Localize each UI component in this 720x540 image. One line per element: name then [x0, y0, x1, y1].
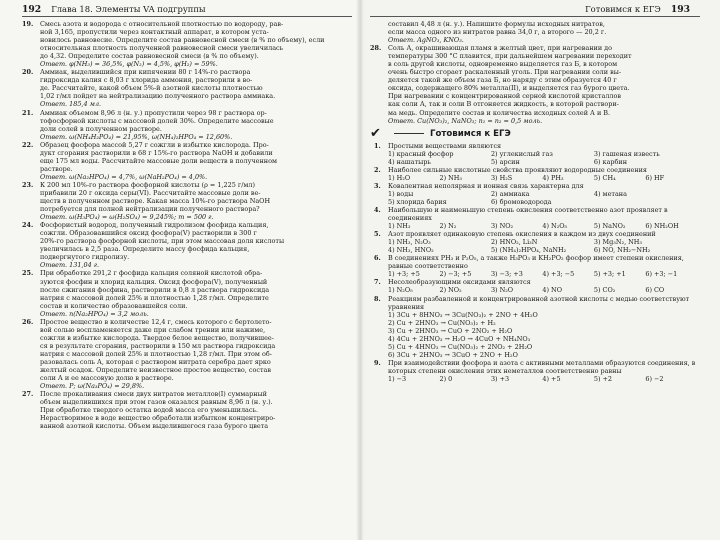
task-answer: Ответ. ω(NH₄H₂PO₄) = 21,95%, ω(NH₄)₂HPO₄ = 12,60%.	[40, 132, 233, 141]
chapter-title: Глава 18. Элементы VA подгруппы	[51, 4, 206, 14]
question-8	[370, 295, 700, 311]
text-line: желтый осадок. Определите неизвестное простое вещество, состав	[40, 366, 271, 375]
answer-option: 1) красный фосфор	[388, 149, 454, 158]
task-22	[22, 141, 352, 173]
answer-option: 4) нашатырь	[388, 157, 431, 166]
task-20	[22, 68, 352, 100]
page-number: 193	[670, 4, 690, 15]
question-5	[370, 230, 700, 238]
question-number: 1.	[374, 141, 381, 150]
text-line: 20%-го раствора фосфорной кислоты, при этом массовая доля кислоты	[40, 237, 285, 246]
text-line: деляется такой же объем газа Б, но наряду с этим образуется 40 г	[388, 76, 617, 85]
question-number: 3.	[374, 181, 381, 190]
text-line: вой солью воспламеняется даже при слабом трении или нажиме,	[40, 325, 266, 334]
answer-option: 1) 3Cu + 8HNO₃ → 3Cu(NO₃)₂ + 2NO + 4H₂O	[388, 310, 538, 319]
text-line: гидроксида калия с 8,03 г хлорида аммония, растворили в во-	[40, 76, 253, 85]
task-number: 23.	[22, 180, 34, 189]
answer-options	[370, 270, 700, 278]
question-7	[370, 278, 700, 286]
task-answer: Ответ. 131,04 г.	[40, 261, 100, 270]
question-number: 5.	[374, 230, 381, 239]
answer-option: 6) NH₂OH	[645, 222, 679, 231]
heading-rule	[394, 133, 424, 134]
task-27	[22, 390, 352, 430]
answer-option: 1) H₂O	[388, 173, 411, 182]
answer-options	[370, 174, 700, 182]
answer-option: 1) −3	[388, 374, 407, 383]
question-number: 4.	[374, 205, 381, 214]
text-line: разовалась соль А, которая с раствором нитрата серебра дает ярко	[40, 357, 271, 366]
answer-option: 5) (NH₄)₂HPO₄, NaNH₂	[490, 246, 567, 255]
answer-option: 5) хлорида бария	[388, 197, 447, 206]
answer-options	[370, 375, 700, 383]
question-text: При взаимодействии фосфора и азота с активными металлами образуются соединения, в которых степени окисления этих неметаллов соответственно равны	[388, 358, 696, 375]
answer-option: 2) N₂	[439, 222, 457, 231]
text-line: соли А и ее массовую долю в растворе.	[40, 374, 174, 383]
text-line: ществ в полученном растворе. Какая масса 10%-го раствора NaOH	[40, 197, 271, 206]
answer-option: 3) +3	[490, 374, 510, 383]
answer-option: 6) карбин	[593, 157, 627, 166]
text-line: еще 175 мл воды. Рассчитайте массовые доли веществ в полученном	[40, 156, 277, 165]
task-answer: Ответ. ω(Na₂HPO₄) = 4,7%, ω(NaH₂PO₄) = 4,0%.	[40, 172, 208, 181]
question-text: В соединениях PH₃ и P₂O₅, а также H₃PO₃ и KH₂PO₂ фосфор имеет степени окисления, равные соответственно	[388, 254, 684, 271]
task-continuation	[370, 20, 700, 125]
left-page-header	[22, 4, 352, 17]
task-number: 19.	[22, 20, 34, 28]
section-title: Готовимся к ЕГЭ	[430, 128, 511, 139]
text-line: Простое вещество в количестве 12,4 г, смесь которого с бертолето-	[40, 317, 272, 326]
answer-option: 6) HF	[645, 173, 665, 182]
text-line: состав и количество образовавшейся соли.	[40, 301, 188, 310]
answer-option: 4) NH₃, HNO₂	[388, 246, 434, 255]
text-line: сожгли в избытке кислорода. Твердое белое вещество, получившее-	[40, 333, 274, 342]
text-line: температуры 300 °С плавится, при дальнейшем нагревании переходит	[388, 52, 632, 61]
question-2	[370, 166, 700, 174]
text-line: дукт сгорания растворили в 68 г 15%-го раствора NaOH и добавили	[40, 148, 273, 157]
answer-options	[370, 190, 700, 206]
page-number: 192	[22, 4, 42, 15]
answer-option: 4) +3; −5	[542, 270, 575, 279]
text-line: После прокаливания смеси двух нитратов металлов(I) суммарный	[40, 390, 267, 399]
text-line: Смесь азота и водорода с относительной плотностью по водороду, рав-	[40, 20, 284, 28]
checkmark-icon: ✔	[370, 125, 381, 141]
answer-option: 3) NO₂	[490, 222, 514, 231]
right-page	[360, 0, 720, 540]
answer-option: 6) −2	[645, 374, 664, 383]
text-line: При обработке твердого остатка водой масса его уменьшилась.	[40, 406, 259, 415]
text-line: зуются фосфин и хлорид кальция. Оксид фосфора(V), полученный	[40, 277, 268, 286]
task-number: 24.	[22, 221, 34, 230]
answer-option: 5) Cu + 4HNO₃ → Cu(NO₃)₂ + 2NO₂ + 2H₂O	[388, 342, 533, 351]
answer-option: 6) CO	[645, 286, 665, 295]
text-line: очень быстро сгорает раскаленный уголь. При нагревании соли вы-	[388, 68, 622, 77]
question-number: 8.	[374, 294, 381, 303]
answer-option: 2) HNO₂, Li₃N	[490, 238, 538, 247]
text-line: К 200 мл 10%-го раствора фосфорной кислоты (ρ = 1,225 г/мл)	[40, 180, 255, 189]
answer-option: 1) N₂O₅	[388, 286, 413, 295]
question-text: Простыми веществами являются	[388, 141, 502, 150]
question-6	[370, 254, 700, 270]
answer-option: 5) арсин	[490, 157, 520, 166]
text-line: де. Рассчитайте, какой объем 5%-й азотной кислоты плотностью	[40, 84, 263, 93]
answer-options	[370, 311, 700, 359]
answer-option: 1) воды	[388, 189, 414, 198]
text-line: подвергнутого гидролизу.	[40, 253, 130, 262]
answer-option: 3) −3; +3	[490, 270, 523, 279]
text-line: Нерастворимое в воде вещество обработали избытком концентриро-	[40, 414, 276, 423]
question-number: 9.	[374, 358, 381, 367]
task-answer: Ответ. φ(NH₃) = 36,5%, φ(N₂) = 4,5%, φ(H₂) = 59%.	[40, 60, 218, 69]
question-text: Наиболее сильные кислотные свойства проявляют водородные соединения	[388, 165, 647, 174]
answer-option: 3) гашеная известь	[593, 149, 660, 158]
task-answer: Ответ. Р; ω(Na₃PO₄) = 29,8%.	[40, 382, 145, 391]
question-number: 7.	[374, 278, 381, 287]
answer-option: 4) PH₃	[542, 173, 564, 182]
task-number: 28.	[370, 44, 382, 53]
task-21	[22, 109, 352, 133]
task-number: 21.	[22, 108, 34, 117]
question-list	[370, 142, 700, 383]
task-number: 22.	[22, 140, 34, 149]
answer-option: 1) NH₃	[388, 222, 411, 231]
answer-option: 3) H₂S	[490, 173, 513, 182]
text-line: прибавили 20 г оксида серы(VI). Рассчитайте массовые доли ве-	[40, 188, 261, 197]
answer-option: 2) углекислый газ	[490, 149, 553, 158]
task-number: 25.	[22, 269, 34, 278]
section-running-title: Готовимся к ЕГЭ	[585, 4, 661, 14]
text-line: составил 4,48 л (н. у.). Напишите формулы исходных нитратов,	[388, 20, 605, 28]
answer-option: 2) −3; +5	[439, 270, 472, 279]
answer-options	[370, 150, 700, 166]
answer-option: 4) метана	[593, 189, 627, 198]
task-23	[22, 181, 352, 213]
question-text: Ковалентная неполярная и ионная связь характерна для	[388, 181, 584, 190]
text-line: ся в результате сгорания, растворили в 150 мл раствора гидроксида	[40, 341, 276, 350]
text-line: сожгли. Образовавшийся оксид фосфора(V) растворили в 300 г	[40, 229, 257, 238]
task-answer: Ответ. 185,4 мл.	[40, 100, 102, 109]
answer-option: 5) CH₄	[593, 173, 616, 182]
answer-option: 6) NO, NH₂−NH₂	[593, 246, 651, 255]
text-line: увеличилась в 2,5 раза. Определите массу фосфида кальция,	[40, 245, 250, 254]
text-line: 1,02 г/мл пойдет на нейтрализацию полученного раствора аммиака.	[40, 92, 276, 101]
task-26	[22, 318, 352, 382]
answer-option: 6) +3; −1	[645, 270, 678, 279]
answer-options	[370, 222, 700, 230]
task-list	[22, 20, 352, 430]
text-line: При обработке 291,2 г фосфида кальция соляной кислотой обра-	[40, 269, 263, 278]
question-number: 6.	[374, 254, 381, 263]
answer-option: 2) 0	[439, 374, 453, 383]
text-line: Соль А, окрашивающая пламя в желтый цвет, при нагревании до	[388, 44, 613, 53]
right-page-header	[370, 4, 700, 17]
question-text: Несолеобразующими оксидами являются	[388, 278, 531, 287]
text-line: растворе.	[40, 164, 73, 173]
answer-option: 5) +3; +1	[593, 270, 626, 279]
task-28	[370, 44, 700, 116]
answer-option: 3) Mg₃N₂, NH₃	[593, 238, 642, 247]
task-25	[22, 269, 352, 309]
text-line: натрия с массовой долей 25% и плотностью 1,28 г/мл. При этом об-	[40, 349, 272, 358]
answer-option: 2) Cu + 2HNO₃ → Cu(NO₃)₂ + H₂	[388, 318, 496, 327]
text-line: оксида, содержащего 80% металла(II), и выделяется газ бурого цвета.	[388, 84, 630, 93]
text-line: ной 3,165, пропустили через контактный аппарат, в котором уста-	[40, 28, 269, 37]
question-4	[370, 206, 700, 222]
answer-option: 4) NO	[542, 286, 562, 295]
task-number: 27.	[22, 390, 34, 399]
text-line: Аммиак объемом 8,96 л (н. у.) пропустили через 98 г раствора ор-	[40, 108, 267, 117]
text-line: Аммиак, выделившийся при кипячении 80 г 14%-го раствора	[40, 68, 251, 77]
answer-option: 1) NH₃, N₂O₃	[388, 238, 431, 247]
answer-option: 1) +3; +5	[388, 270, 420, 279]
answer-option: 3) N₂O	[490, 286, 514, 295]
question-text: Азот проявляет одинаковую степень окисления в каждом из двух соединений	[388, 230, 656, 239]
text-line: ма медь. Определите состав и количества исходных солей А и В.	[388, 108, 611, 117]
answer-option	[594, 198, 691, 206]
text-line: ванной азотной кислоты. Объем выделившегося газа бурого цвета	[40, 422, 269, 431]
answer-options	[370, 238, 700, 254]
section-heading	[370, 125, 700, 141]
text-line: доли солей в полученном растворе.	[40, 124, 162, 133]
answer-option: 4) 4Cu + 2HNO₃ → H₂O → 4CuO + NH₄NO₃	[388, 334, 531, 343]
text-line: до 4,32. Определите состав равновесной смеси (в % по объему).	[40, 52, 259, 61]
task-answer: Ответ. n(Na₂HPO₄) = 3,2 моль.	[40, 309, 149, 318]
question-text: Наибольшую и наименьшую степень окисления соответственно азот проявляет в соединениях	[388, 205, 668, 223]
text-line: Фосфористый водород, полученный гидролизом фосфида кальция,	[40, 221, 269, 230]
task-27-continuation	[370, 20, 700, 36]
answer-option: 4) +5	[542, 374, 561, 383]
question-3	[370, 182, 700, 190]
answer-option: 2) NO₂	[439, 286, 462, 295]
question-text: Реакциям разбавленной и концентрированной азотной кислоты с медью соответствуют уравнения	[388, 294, 690, 311]
text-line: новилось равновесие. Определите состав равновесной смеси (в % по объему), если относительная плотность полученной равновесной смеси увеличилась	[40, 36, 325, 53]
question-number: 2.	[374, 165, 381, 174]
text-line: как соли А, так и соли В отгоняется жидкость, в которой раствори-	[388, 100, 619, 109]
text-line: потребуется для полной нейтрализации полученного раствора?	[40, 205, 260, 214]
answer-option: 2) NH₃	[439, 173, 462, 182]
task-number: 26.	[22, 317, 34, 326]
text-line: Образец фосфора массой 5,27 г сожгли в избытке кислорода. Про-	[40, 140, 269, 149]
text-line: в соль другой кислоты, одновременно выделяется газ Б, в котором	[388, 60, 618, 69]
question-9	[370, 359, 700, 375]
task-answer: Ответ. ω(H₃PO₄) = ω(H₂SO₄) = 9,245%; m = 500 г.	[40, 213, 214, 222]
answer-option: 5) CO₂	[593, 286, 616, 295]
answer-option: 4) N₂O₅	[542, 222, 568, 231]
text-line: натрия с массовой долей 25% и плотностью 1,28 г/мл. Определите	[40, 293, 269, 302]
answer-option: 6) 3Cu + 2HNO₃ → 3CuO + 2NO + H₂O	[388, 350, 518, 359]
task-answer: Ответ. Cu(NO₃)₂, NaNO₃; n₁ = n₂ = 0,5 моль.	[388, 116, 543, 125]
answer-option: 2) аммиака	[490, 189, 530, 198]
answer-option: 5) +2	[593, 374, 613, 383]
question-1	[370, 142, 700, 150]
task-answer: Ответ. AgNO₃, KNO₃.	[388, 36, 464, 45]
task-19	[22, 20, 352, 60]
text-line: после сжигания фосфина, растворили в 0,8 л раствора гидроксида	[40, 285, 270, 294]
task-number: 20.	[22, 68, 34, 77]
text-line: объем выделившихся при этом газов оказался равным 8,96 л (н. у.).	[40, 398, 273, 407]
answer-options	[370, 286, 700, 294]
answer-option: 6) бромоводорода	[490, 197, 552, 206]
task-24	[22, 221, 352, 261]
text-line: тофосфорной кислоты с массовой долей 30%. Определите массовые	[40, 116, 274, 125]
answer-option: 5) NaNO₂	[593, 222, 626, 231]
text-line: При нагревании с концентрированной серной кислотой кристаллов	[388, 92, 622, 101]
text-line: если масса одного из нитратов равна 34,0 г, а второго — 20,2 г.	[388, 28, 607, 37]
answer-option: 3) Cu + 2HNO₃ → CuO + 2NO₂ + H₂O	[388, 326, 513, 335]
